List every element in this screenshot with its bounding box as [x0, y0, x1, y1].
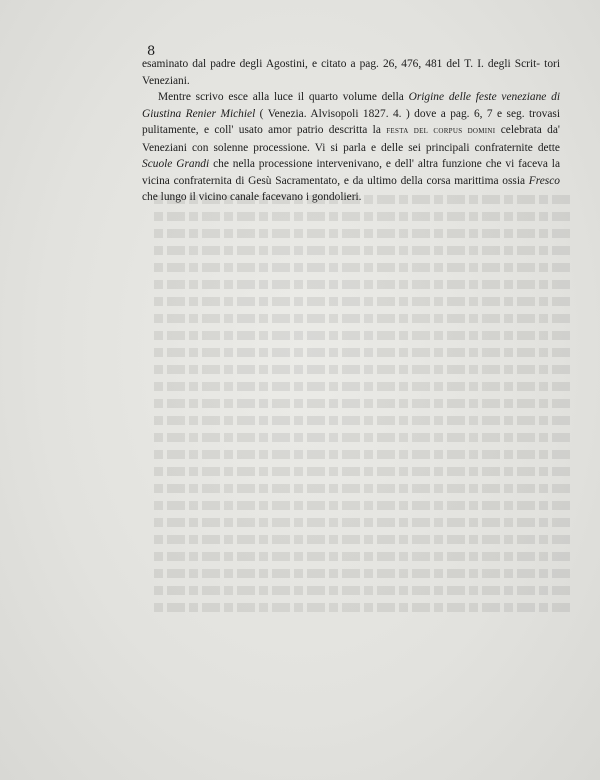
paragraph-line: esaminato dal padre degli Agostini, e citato a pag. 26, 476, 481 del T. I. degli Scrit-	[142, 58, 541, 70]
text-segment: che nella processione intervenivano, e dell' altra funzione che vi faceva la vicina confraternita di Gesù Sacramentato, e da ultimo della corsa marittima ossia	[142, 158, 560, 187]
paragraph	[142, 89, 560, 206]
italic-title: Origine delle feste veneziane di Giustina Renier Michiel	[142, 91, 560, 120]
body-text	[142, 56, 560, 206]
page-number: 8	[147, 44, 156, 59]
text-segment: che lungo il vicino canale facevano i gondolieri.	[142, 191, 362, 203]
text-segment: celebrata da' Veneziani con solenne processione. Vi si parla e delle sei principali confraternite dette	[142, 124, 560, 154]
paragraph-line: tori Veneziani.	[142, 58, 560, 87]
show-through-text	[150, 195, 570, 635]
text-segment: ( Venezia. Alvisopoli 1827. 4. ) dove a pag. 6, 7 e seg. trovasi pulitamente, e coll' usato amor patrio descritta la	[142, 107, 560, 136]
italic-term: Fresco	[528, 174, 560, 187]
small-caps-term: festa del corpus domini	[386, 126, 496, 136]
paragraph-continuation	[142, 56, 560, 89]
italic-term: Scuole Grandi	[142, 158, 210, 170]
text-segment: Mentre scrivo esce alla luce il quarto volume della	[158, 91, 409, 103]
